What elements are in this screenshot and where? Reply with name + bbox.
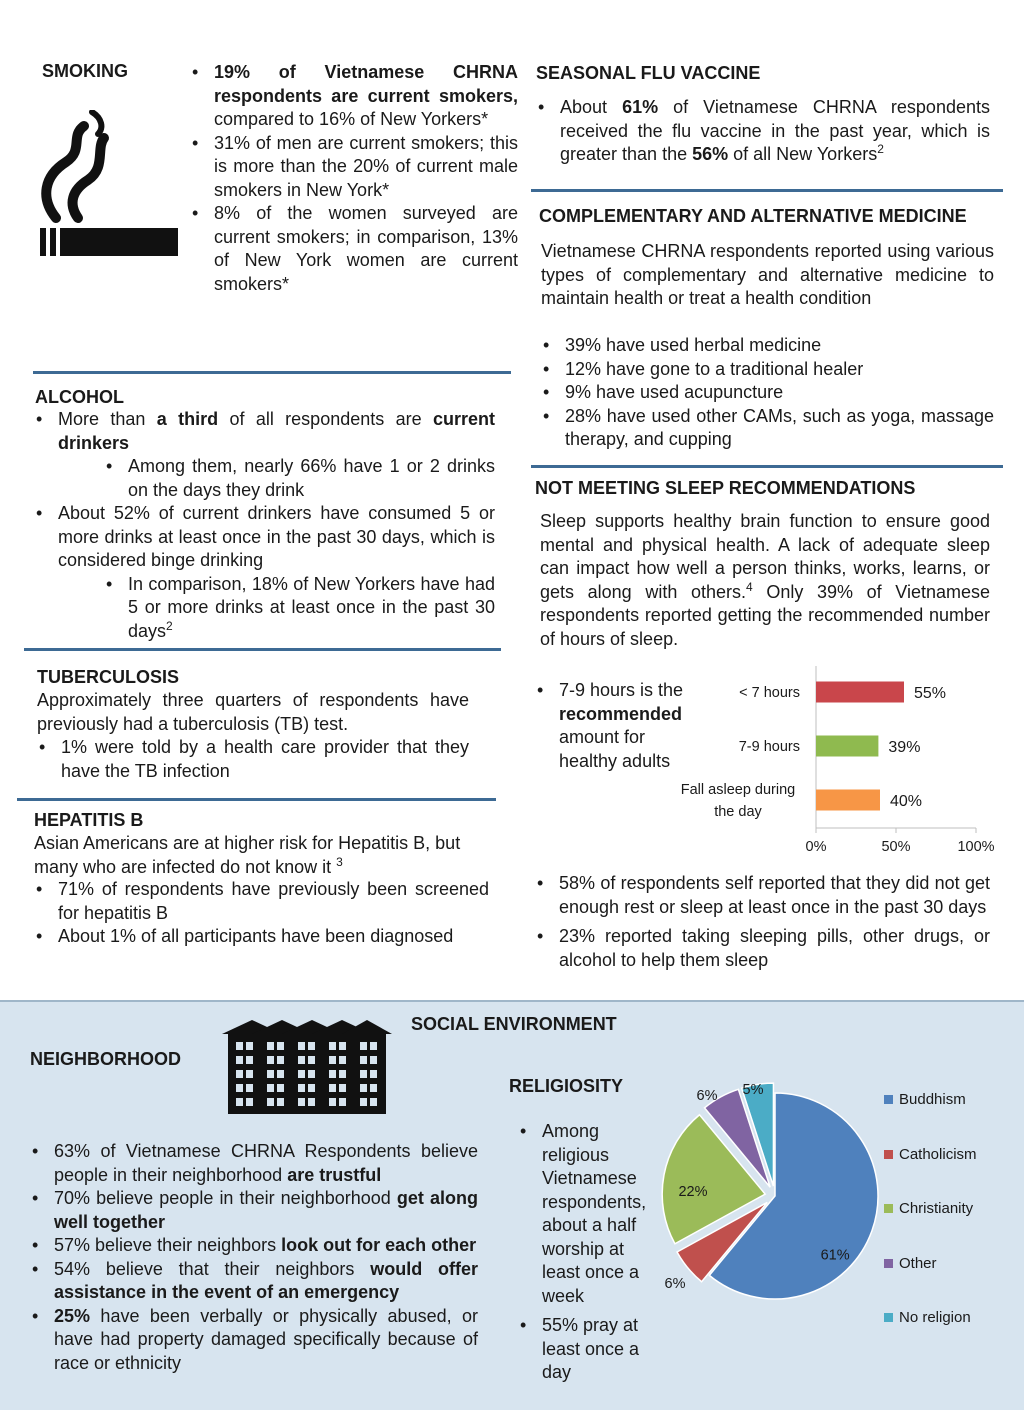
- religiosity-title: RELIGIOSITY: [509, 1076, 624, 1096]
- hepb-intro: Asian Americans are at higher risk for Hepatitis B, but many who are infected do not know it $^3$: [34, 833, 461, 877]
- window-shape: [339, 1056, 346, 1064]
- window-shape: [308, 1084, 315, 1092]
- x-tick-label: 50%: [881, 839, 911, 855]
- sleep-list: [535, 872, 990, 972]
- window-shape: [236, 1098, 243, 1106]
- window-shape: [370, 1070, 377, 1078]
- window-shape: [370, 1042, 377, 1050]
- alcohol-list: [34, 408, 495, 643]
- list-item: • 71% of respondents have previously been screened for hepatitis B: [34, 878, 489, 925]
- window-shape: [339, 1084, 346, 1092]
- list-item: • 31% of men are current smokers; this is more than the 20% of current male smokers in New York*: [190, 132, 518, 203]
- legend-entry: [884, 1306, 971, 1330]
- data-label: 22%: [678, 1184, 708, 1200]
- list-item: • Among them, nearly 66% have 1 or 2 drinks on the days they drink: [104, 455, 495, 502]
- divider: [17, 798, 496, 801]
- window-shape: [298, 1070, 305, 1078]
- neighborhood-list: [30, 1140, 478, 1375]
- list-item: • 1% were told by a health care provider that they have the TB infection: [37, 736, 469, 783]
- social-environment-panel: [0, 1000, 1024, 1410]
- window-shape: [298, 1084, 305, 1092]
- list-item: • 28% have used other CAMs, such as yoga, massage therapy, and cupping: [541, 405, 994, 452]
- list-item: • 8% of the women surveyed are current smokers; in comparison, 13% of New York women are current smokers*: [190, 202, 518, 296]
- list-item: • 55% pray at least once a day: [518, 1314, 658, 1385]
- list-item: • 39% have used herbal medicine: [541, 334, 994, 358]
- list-item: • In comparison, 18% of New Yorkers have had 5 or more drinks at least once in the past 30 days$^2$: [104, 573, 495, 644]
- window-shape: [298, 1056, 305, 1064]
- window-shape: [360, 1056, 367, 1064]
- window-shape: [298, 1098, 305, 1106]
- window-shape: [267, 1056, 274, 1064]
- window-shape: [308, 1042, 315, 1050]
- window-shape: [246, 1070, 253, 1078]
- tb-list: [37, 736, 469, 783]
- window-shape: [236, 1042, 243, 1050]
- window-shape: [308, 1070, 315, 1078]
- legend-label: No religion: [899, 1309, 971, 1326]
- window-shape: [329, 1084, 336, 1092]
- data-label: 40%: [890, 793, 923, 810]
- divider: [531, 189, 1003, 192]
- cam-intro: Vietnamese CHRNA respondents reported using various types of complementary and alternative medicine to maintain health or treat a health condition: [541, 241, 994, 308]
- cam-list: [541, 334, 994, 452]
- window-shape: [246, 1042, 253, 1050]
- list-item: • Among religious Vietnamese respondents, about a half worship at least once a week: [518, 1120, 658, 1308]
- flu-title: SEASONAL FLU VACCINE: [536, 63, 761, 83]
- window-shape: [298, 1042, 305, 1050]
- smoking-title: SMOKING: [42, 61, 129, 81]
- legend-swatch: [884, 1204, 893, 1213]
- religion-pie-chart: [655, 1072, 885, 1302]
- window-shape: [360, 1084, 367, 1092]
- cigarette-icon: [38, 110, 180, 258]
- legend-label: Christianity: [899, 1200, 974, 1217]
- list-item: • 58% of respondents self reported that they did not get enough rest or sleep at least once in the past 30 days: [535, 872, 990, 919]
- window-shape: [339, 1042, 346, 1050]
- sleep-bar-chart: [660, 662, 1000, 864]
- data-label: 55%: [914, 685, 947, 702]
- list-item: • 19% of Vietnamese CHRNA respondents are current smokers, compared to 16% of New Yorkers*: [190, 61, 518, 132]
- list-item: • About 61% of Vietnamese CHRNA respondents received the flu vaccine in the past year, which is greater than the 56% of all New Yorkers$^2$: [536, 96, 990, 167]
- tb-title: TUBERCULOSIS: [37, 667, 180, 687]
- divider: [33, 371, 511, 374]
- category-label-cont: the day: [714, 804, 762, 820]
- list-item: • More than a third of all respondents are current drinkers • Among them, nearly 66% have 1 or 2 drinks on the days they drink: [34, 408, 495, 502]
- legend-swatch: [884, 1313, 893, 1322]
- window-shape: [277, 1056, 284, 1064]
- category-label: 7-9 hours: [738, 739, 800, 755]
- sleep-intro: Sleep supports healthy brain function to ensure good mental and physical health. A lack of adequate sleep can impact how well a person thinks, works, learns, or gets along with others.$^4$ Only 39% of Vietnamese respondents reported getting the recommended number of hours of sleep.: [540, 511, 991, 649]
- legend-swatch: [884, 1259, 893, 1268]
- sleep-title: NOT MEETING SLEEP RECOMMENDATIONS: [535, 478, 916, 498]
- legend-entry: [884, 1252, 937, 1276]
- window-shape: [246, 1056, 253, 1064]
- list-item: • 57% believe their neighbors look out for each other: [30, 1234, 478, 1258]
- window-shape: [370, 1084, 377, 1092]
- window-shape: [360, 1070, 367, 1078]
- window-shape: [339, 1098, 346, 1106]
- x-tick-label: 100%: [957, 839, 995, 855]
- window-shape: [360, 1098, 367, 1106]
- window-shape: [370, 1098, 377, 1106]
- legend-entry: [884, 1197, 973, 1221]
- list-item: • 7-9 hours is the recommended amount for healthy adults: [535, 679, 705, 773]
- list-item: • 63% of Vietnamese CHRNA Respondents believe people in their neighborhood are trustful: [30, 1140, 478, 1187]
- bar: [816, 736, 878, 757]
- window-shape: [339, 1070, 346, 1078]
- window-shape: [308, 1098, 315, 1106]
- window-shape: [329, 1098, 336, 1106]
- x-tick-label: 0%: [805, 839, 827, 855]
- window-shape: [267, 1042, 274, 1050]
- window-shape: [267, 1084, 274, 1092]
- window-shape: [308, 1056, 315, 1064]
- category-label: Fall asleep during: [680, 782, 796, 798]
- list-item: • 54% believe that their neighbors would offer assistance in the event of an emergency: [30, 1258, 478, 1305]
- window-shape: [360, 1042, 367, 1050]
- window-shape: [277, 1084, 284, 1092]
- legend-swatch: [884, 1150, 893, 1159]
- window-shape: [277, 1042, 284, 1050]
- divider: [24, 648, 501, 651]
- legend-entry: [884, 1088, 966, 1112]
- hepb-title: HEPATITIS B: [34, 810, 144, 830]
- data-label: 5%: [742, 1082, 764, 1098]
- window-shape: [370, 1056, 377, 1064]
- legend-label: Other: [899, 1254, 937, 1272]
- smoking-list: [190, 61, 518, 296]
- data-label: 6%: [664, 1276, 686, 1292]
- window-shape: [246, 1084, 253, 1092]
- neighborhood-title: NEIGHBORHOOD: [30, 1049, 182, 1069]
- window-shape: [236, 1056, 243, 1064]
- list-item: • About 1% of all participants have been diagnosed: [34, 925, 489, 949]
- category-label: < 7 hours: [739, 685, 800, 701]
- flu-list: [536, 96, 990, 167]
- window-shape: [329, 1042, 336, 1050]
- list-item: • 23% reported taking sleeping pills, other drugs, or alcohol to help them sleep: [535, 925, 990, 972]
- window-shape: [267, 1070, 274, 1078]
- religiosity-list: [518, 1120, 658, 1385]
- list-item: • 25% have been verbally or physically abused, or have had property damaged specifically because of race or ethnicity: [30, 1305, 478, 1376]
- window-shape: [236, 1084, 243, 1092]
- window-shape: [246, 1098, 253, 1106]
- list-item: • 70% believe people in their neighborhood get along well together: [30, 1187, 478, 1234]
- data-label: 39%: [888, 739, 921, 756]
- list-item: • 12% have gone to a traditional healer: [541, 358, 994, 382]
- bar: [816, 682, 904, 703]
- social-title: SOCIAL ENVIRONMENT: [411, 1014, 617, 1034]
- list-item: • About 52% of current drinkers have consumed 5 or more drinks at least once in the past 30 days, which is considered binge drinking • In comparison, 18% of New Yorkers have had 5 or more drinks at least once in the past 30 days$^2$: [34, 502, 495, 643]
- bar: [816, 790, 880, 811]
- hepb-list: [34, 878, 489, 949]
- window-shape: [267, 1098, 274, 1106]
- legend-label: Buddhism: [899, 1091, 966, 1108]
- data-label: 6%: [696, 1088, 718, 1104]
- legend-entry: [884, 1143, 977, 1167]
- window-shape: [236, 1070, 243, 1078]
- window-shape: [329, 1070, 336, 1078]
- window-shape: [277, 1070, 284, 1078]
- cam-title: COMPLEMENTARY AND ALTERNATIVE MEDICINE: [539, 206, 967, 226]
- alcohol-title: ALCOHOL: [35, 387, 124, 407]
- data-label: 61%: [820, 1247, 850, 1264]
- legend-label: Catholicism: [899, 1145, 977, 1163]
- window-shape: [329, 1056, 336, 1064]
- apartment-building-icon: [222, 1020, 392, 1114]
- list-item: • 9% have used acupuncture: [541, 381, 994, 405]
- tb-intro: Approximately three quarters of respondents have previously had a tuberculosis (TB) test.: [37, 690, 469, 734]
- window-shape: [277, 1098, 284, 1106]
- legend-swatch: [884, 1095, 893, 1104]
- divider: [531, 465, 1003, 468]
